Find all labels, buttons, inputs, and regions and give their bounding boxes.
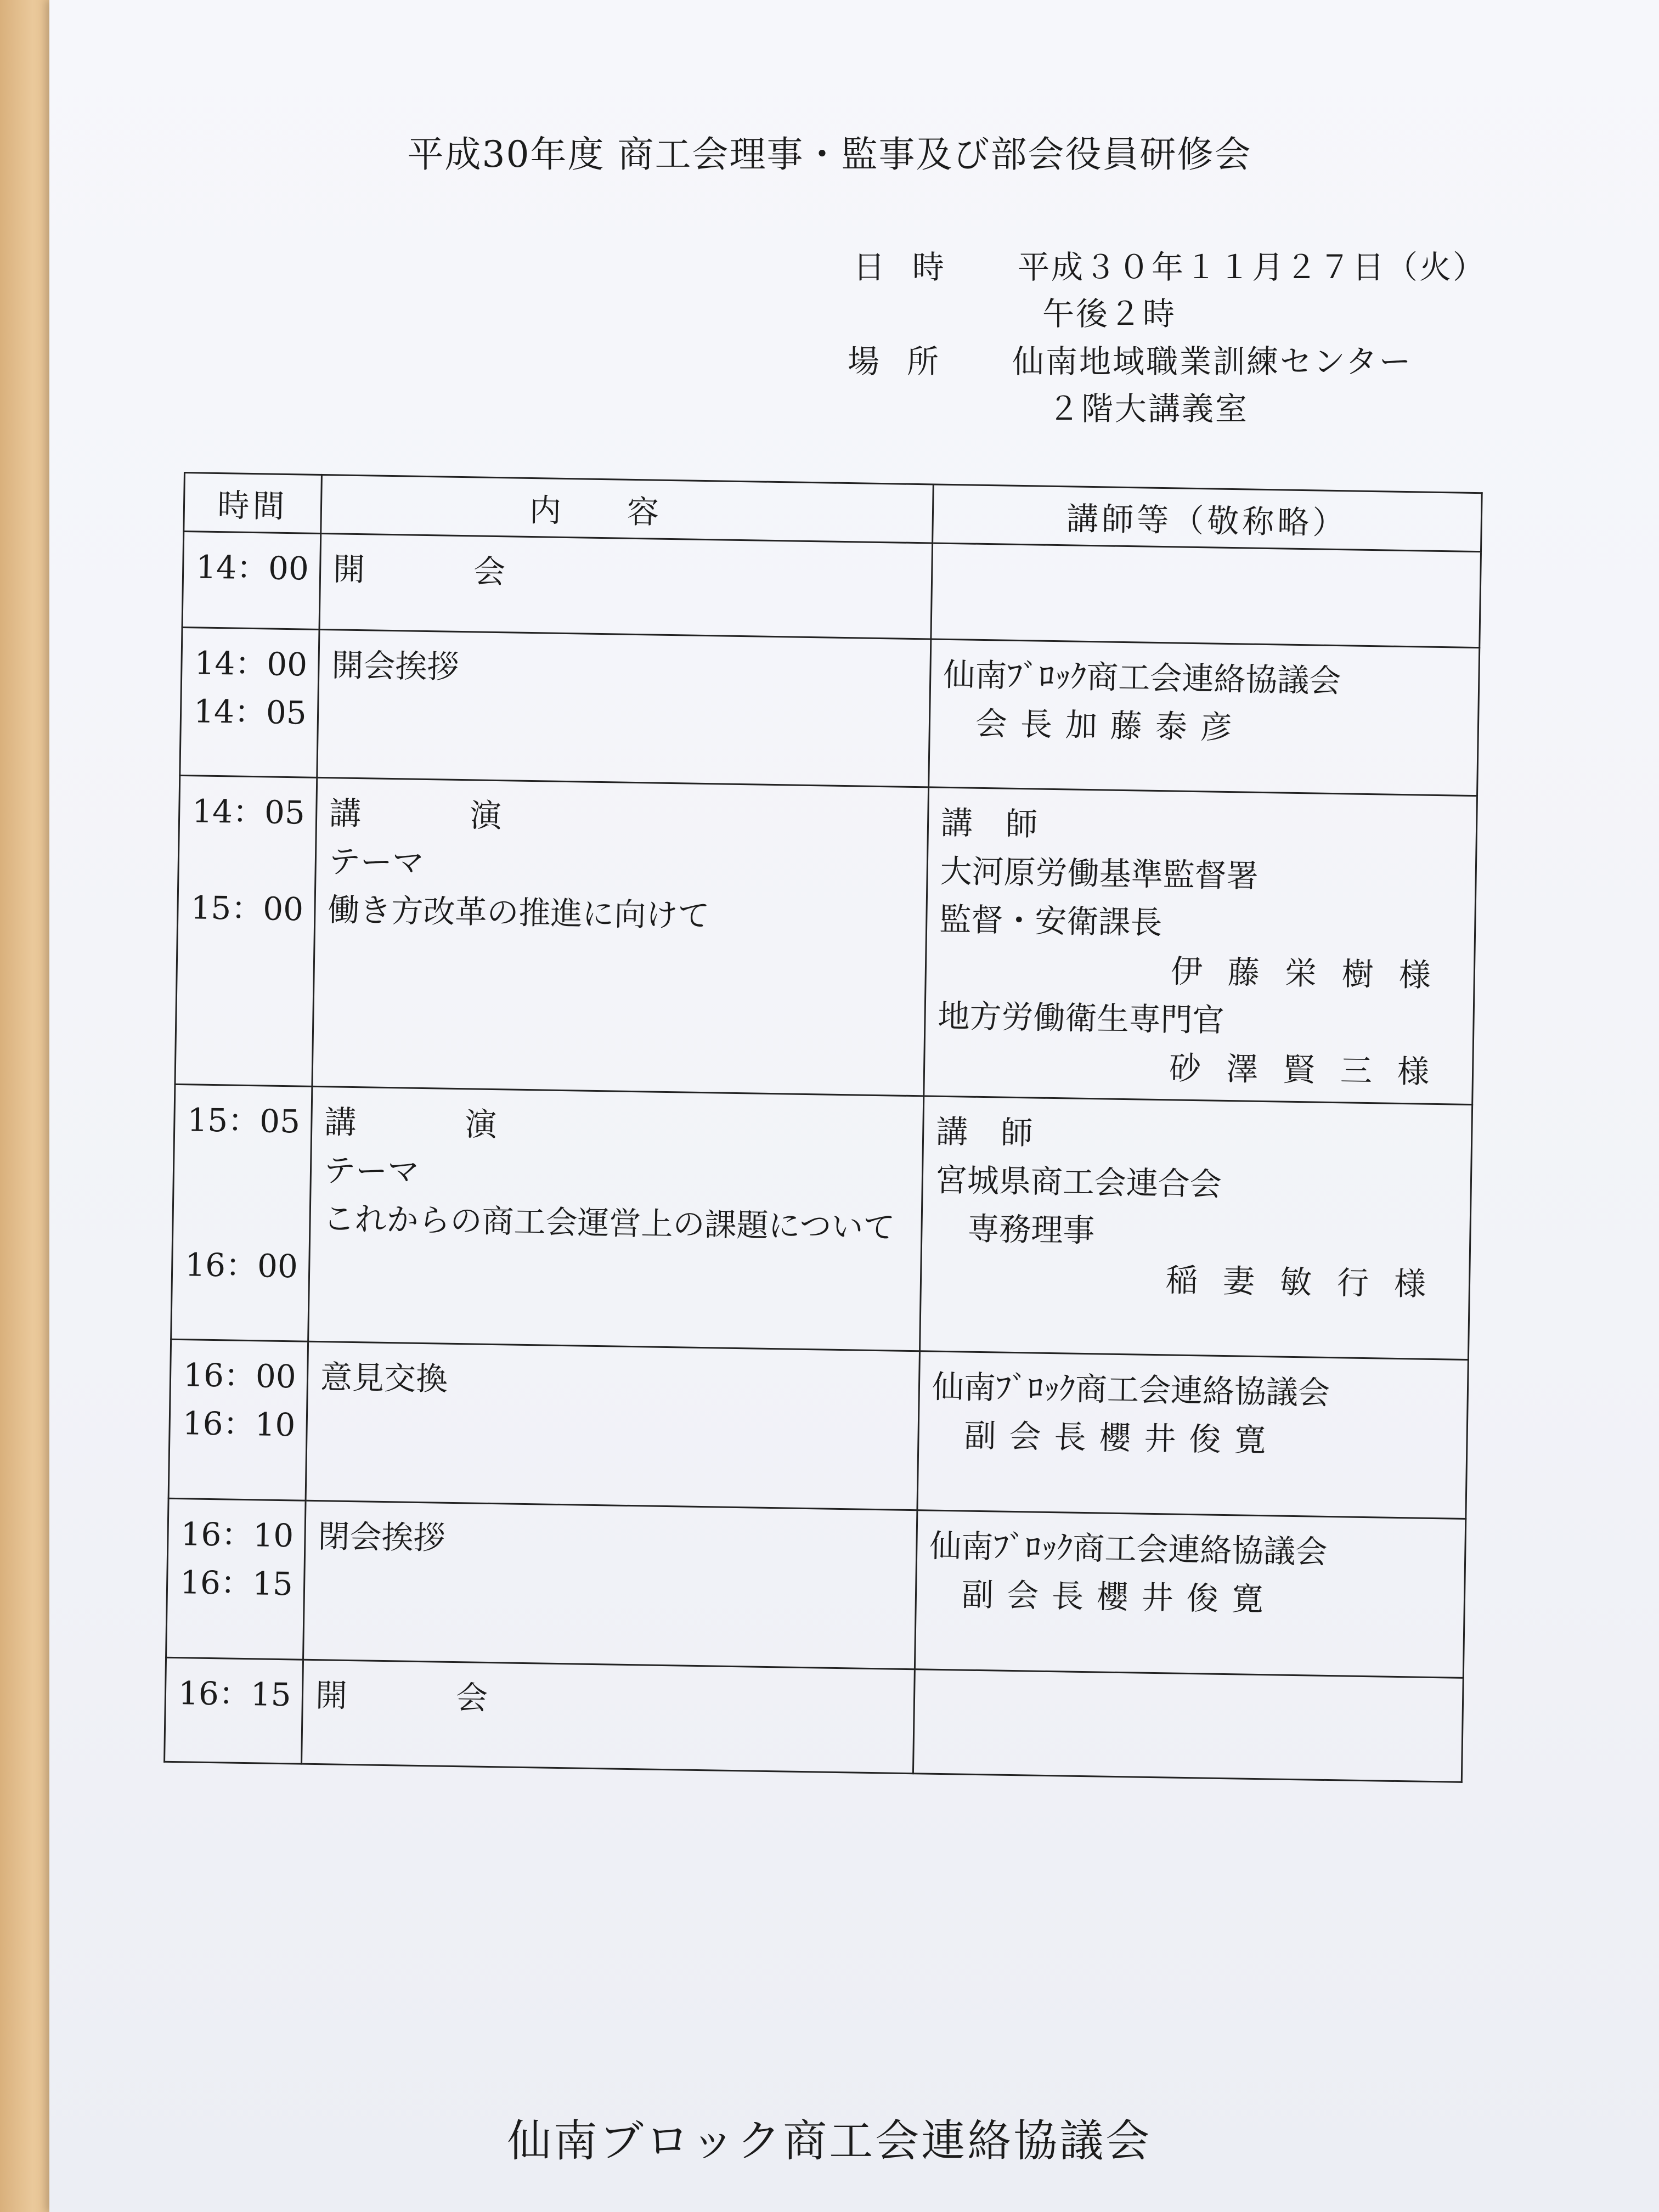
date-row xyxy=(853,241,1486,287)
header-content: 内容 xyxy=(321,475,934,543)
start-time: 午後２時 xyxy=(1042,295,1177,332)
schedule-table xyxy=(163,472,1483,1783)
place-label: 場所 xyxy=(848,343,967,380)
table-row xyxy=(168,1339,1468,1519)
table-row xyxy=(166,1498,1466,1678)
header-speaker: 講師等（敬称略） xyxy=(933,484,1482,552)
speaker-cell: 講師 大河原労働基準監督署 監督・安衛課長 伊藤栄樹様 地方労働衛生専門官 砂澤賢三様 xyxy=(924,787,1477,1105)
speaker-cell: 仙南ﾌﾞﾛｯｸ商工会連絡協議会 会長加藤泰彦 xyxy=(929,639,1480,796)
header-time: 時間 xyxy=(184,473,322,534)
document-title: 平成30年度 商工会理事・監事及び部会役員研修会 xyxy=(407,133,1252,176)
date-value: 平成３０年１１月２７日（火） xyxy=(1018,249,1487,286)
content-cell: 閉会挨拶 xyxy=(303,1500,917,1669)
content-cell: 開 会 xyxy=(302,1660,915,1773)
table-row xyxy=(165,1657,1464,1782)
place-value: 仙南地域職業訓練センター xyxy=(1012,343,1413,380)
time-cell: 16：00 16：10 xyxy=(168,1339,308,1500)
speaker-cell: 講師 宮城県商工会連合会 専務理事 稲妻敏行様 xyxy=(919,1096,1472,1360)
place-row xyxy=(848,336,1413,382)
content-cell: 講 演 テーマ 働き方改革の推進に向けて xyxy=(312,777,929,1096)
content-cell: 意見交換 xyxy=(306,1341,919,1510)
content-cell: 開 会 xyxy=(319,533,933,639)
time-cell: 15：05 16：00 xyxy=(171,1084,312,1341)
time-cell: 16：15 xyxy=(165,1657,303,1764)
time-cell: 14：00 xyxy=(182,532,321,630)
content-cell: 開会挨拶 xyxy=(317,629,931,787)
speaker-cell xyxy=(931,543,1481,648)
time-cell: 14：05 15：00 xyxy=(175,775,317,1086)
table-row xyxy=(175,775,1477,1104)
speaker-cell: 仙南ﾌﾞﾛｯｸ商工会連絡協議会 副会長櫻井俊寛 xyxy=(915,1510,1465,1678)
speaker-cell xyxy=(913,1669,1463,1782)
date-label: 日時 xyxy=(853,249,972,286)
place-room: ２階大講義室 xyxy=(1048,390,1249,427)
time-cell: 16：10 16：15 xyxy=(166,1498,306,1660)
time-cell: 14：00 14：05 xyxy=(180,627,319,777)
organizer-footer: 仙南ブロック商工会連絡協議会 xyxy=(507,2115,1152,2166)
content-cell: 講 演 テーマ これからの商工会運営上の課題について xyxy=(308,1086,924,1351)
speaker-cell: 仙南ﾌﾞﾛｯｸ商工会連絡協議会 副会長櫻井俊寛 xyxy=(917,1351,1468,1519)
table-row xyxy=(171,1084,1472,1359)
table-row xyxy=(180,627,1480,795)
